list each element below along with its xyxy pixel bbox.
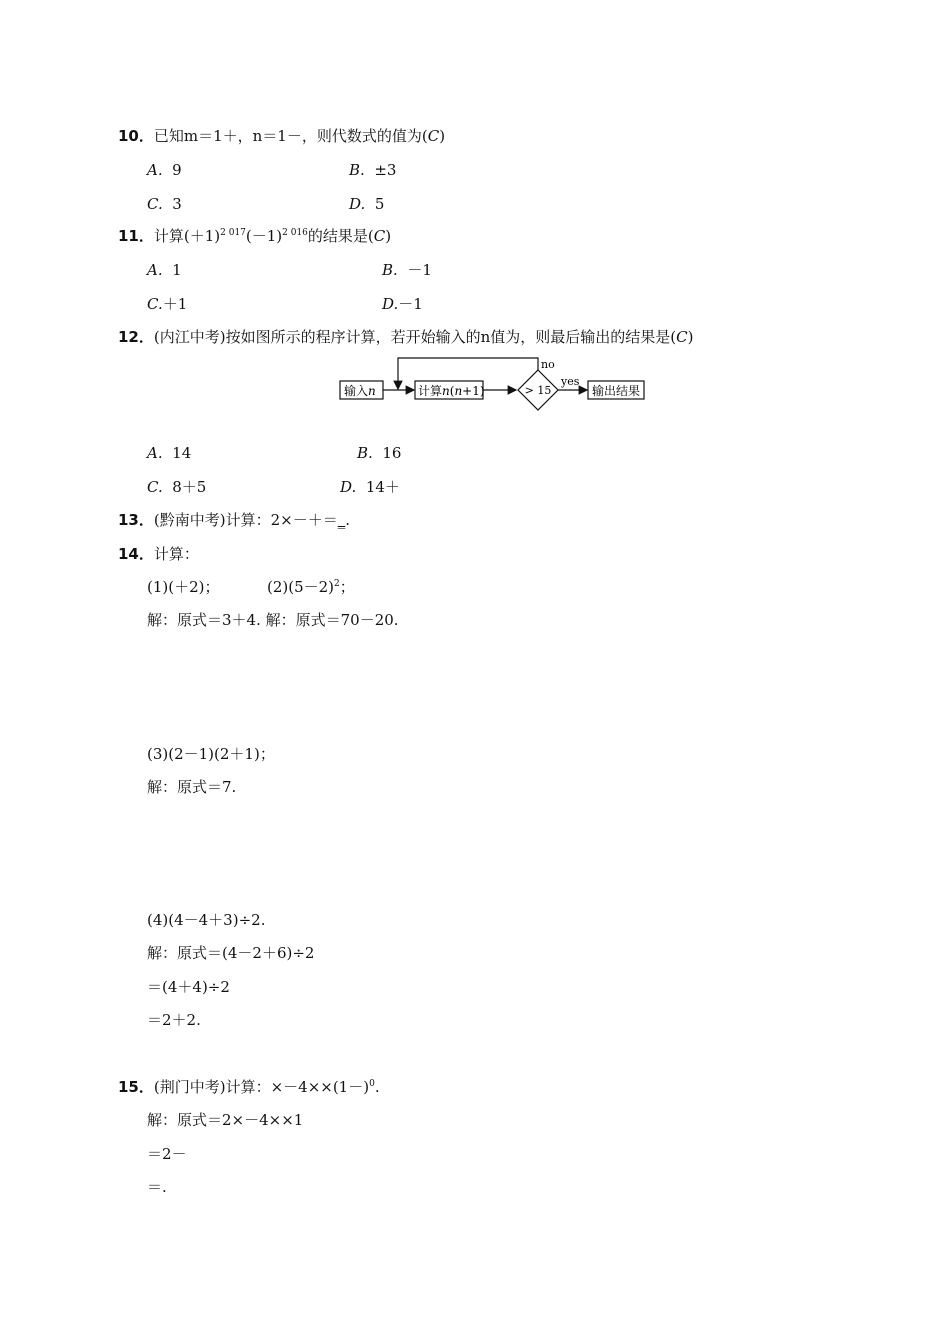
question-text: 已知m＝1＋，n＝1－，则代数式的值为( xyxy=(153,127,428,145)
solution-3: 解：原式＝7. xyxy=(147,778,237,796)
output-label: 输出结果 xyxy=(592,384,641,398)
sub-question-2: $(2)(5-2)^2$； xyxy=(267,578,355,596)
question-15-stem: 15．(荆门中考)计算：$\times-4\times\times(1-)^0$. xyxy=(118,1078,380,1096)
exponent: 2 017 xyxy=(220,228,246,238)
exponent: 2 xyxy=(334,579,340,589)
yes-label: yes xyxy=(561,375,580,388)
condition-label: > 15 xyxy=(524,384,552,397)
option-c: C.＋1 xyxy=(147,295,188,313)
option-d: D. 5 xyxy=(349,195,385,213)
program-flowchart xyxy=(330,352,660,416)
question-number: 11． xyxy=(118,227,154,245)
exponent: 2 016 xyxy=(282,228,308,238)
option-c: C. 3 xyxy=(147,195,182,213)
solution-1-2: 解：原式＝3＋4. 解：原式＝70－20. xyxy=(147,611,399,629)
option-d: D. 14＋ xyxy=(340,478,400,496)
sub-question-1: (1)(＋2)； xyxy=(147,578,220,596)
option-a: A. 14 xyxy=(147,444,192,462)
question-number: 12． xyxy=(118,328,154,346)
solution-4-line-3: ＝2＋2. xyxy=(147,1011,201,1029)
answer-letter: C xyxy=(676,328,688,346)
question-14-stem: 14．计算： xyxy=(118,545,199,563)
solution-15-line-3: ＝. xyxy=(147,1178,167,1196)
option-b: B. 16 xyxy=(357,444,402,462)
question-10-stem: 10．已知m＝1＋，n＝1－，则代数式的值为(C) xyxy=(118,127,446,145)
solution-4-line-2: ＝(4＋4)÷2 xyxy=(147,978,230,996)
no-label: no xyxy=(541,358,555,371)
option-d: D.－1 xyxy=(382,295,423,313)
question-number: 10． xyxy=(118,127,154,145)
answer-blank: _ xyxy=(337,511,346,529)
answer-letter: C xyxy=(427,127,440,145)
solution-15-line-1: 解：原式＝2×－4××1 xyxy=(147,1111,304,1129)
input-label: 输入n xyxy=(344,384,376,398)
question-number: 13． xyxy=(118,511,154,529)
answer-letter: C xyxy=(373,227,386,245)
question-number: 14． xyxy=(118,545,154,563)
calc-label: 计算n(n+1) xyxy=(418,384,485,398)
sub-question-4: (4)(4－4＋3)÷2. xyxy=(147,911,266,929)
question-11-stem: 11．计算$(+1)^{2 017}(-1)^{2 016}$的结果是(C) xyxy=(118,227,392,245)
solution-15-line-2: ＝2－ xyxy=(147,1145,187,1163)
option-b: B. －1 xyxy=(382,261,432,279)
question-13-stem: 13．(黔南中考)计算：2×－＋＝_. xyxy=(118,511,350,529)
option-b: B. ±3 xyxy=(349,161,397,179)
option-a: A. 9 xyxy=(147,161,182,179)
question-number: 15． xyxy=(118,1078,154,1096)
option-c: C. 8＋5 xyxy=(147,478,207,496)
solution-4-line-1: 解：原式＝(4－2＋6)÷2 xyxy=(147,944,315,962)
sub-question-3: (3)(2－1)(2＋1)； xyxy=(147,745,275,763)
option-a: A. 1 xyxy=(147,261,182,279)
exponent: 0 xyxy=(369,1079,375,1089)
question-12-stem: 12．(内江中考)按如图所示的程序计算，若开始输入的n值为，则最后输出的结果是(C) xyxy=(118,328,694,346)
